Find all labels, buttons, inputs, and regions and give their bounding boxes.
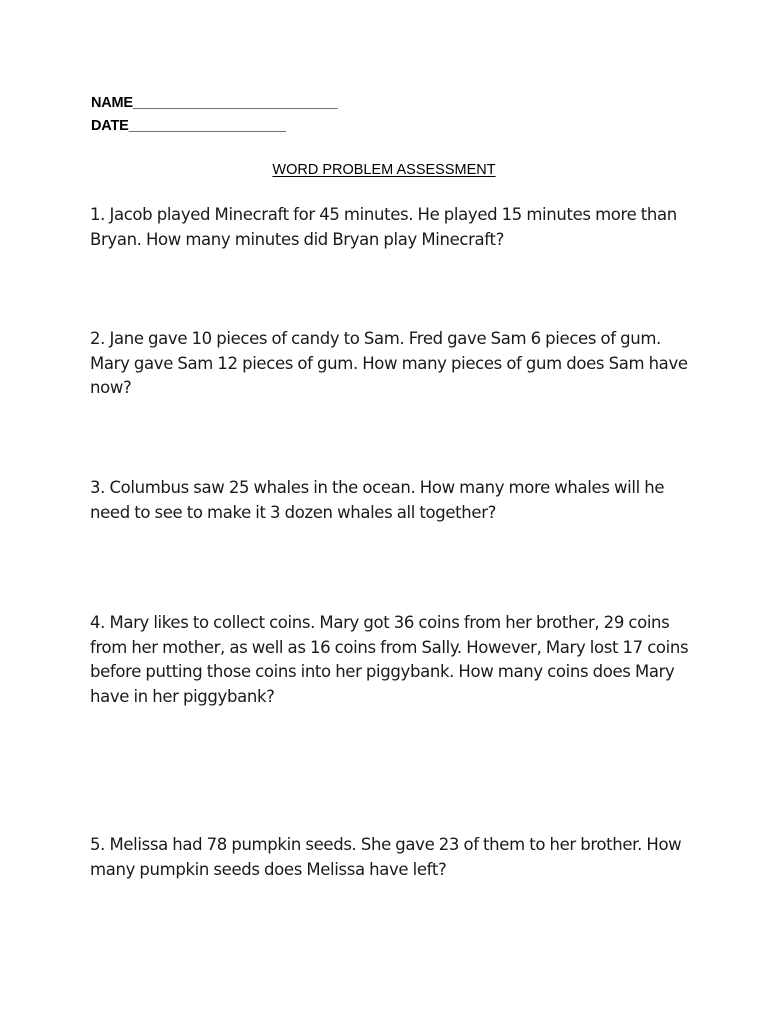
question-4: 4. Mary likes to collect coins. Mary got 36 coins from her brother, 29 coins from her mother, as well as 16 coins from Sally. However, Mary lost 17 coins before putting those coins into her piggybank. How many coins does Mary have in her piggybank?	[90, 613, 689, 706]
name-field-line: NAME__________________________	[91, 95, 338, 111]
page-title-text: WORD PROBLEM ASSESSMENT	[272, 162, 496, 178]
date-field-line: DATE____________________	[91, 118, 286, 134]
question-1: 1. Jacob played Minecraft for 45 minutes. He played 15 minutes more than Bryan. How many minutes did Bryan play Minecraft?	[90, 205, 677, 249]
page-title	[0, 162, 768, 178]
question-5: 5. Melissa had 78 pumpkin seeds. She gave 23 of them to her brother. How many pumpkin seeds does Melissa have left?	[90, 835, 682, 879]
question-2: 2. Jane gave 10 pieces of candy to Sam. Fred gave Sam 6 pieces of gum. Mary gave Sam 12 pieces of gum. How many pieces of gum does Sam have now?	[90, 329, 688, 397]
question-3: 3. Columbus saw 25 whales in the ocean. How many more whales will he need to see to make it 3 dozen whales all together?	[90, 478, 665, 522]
